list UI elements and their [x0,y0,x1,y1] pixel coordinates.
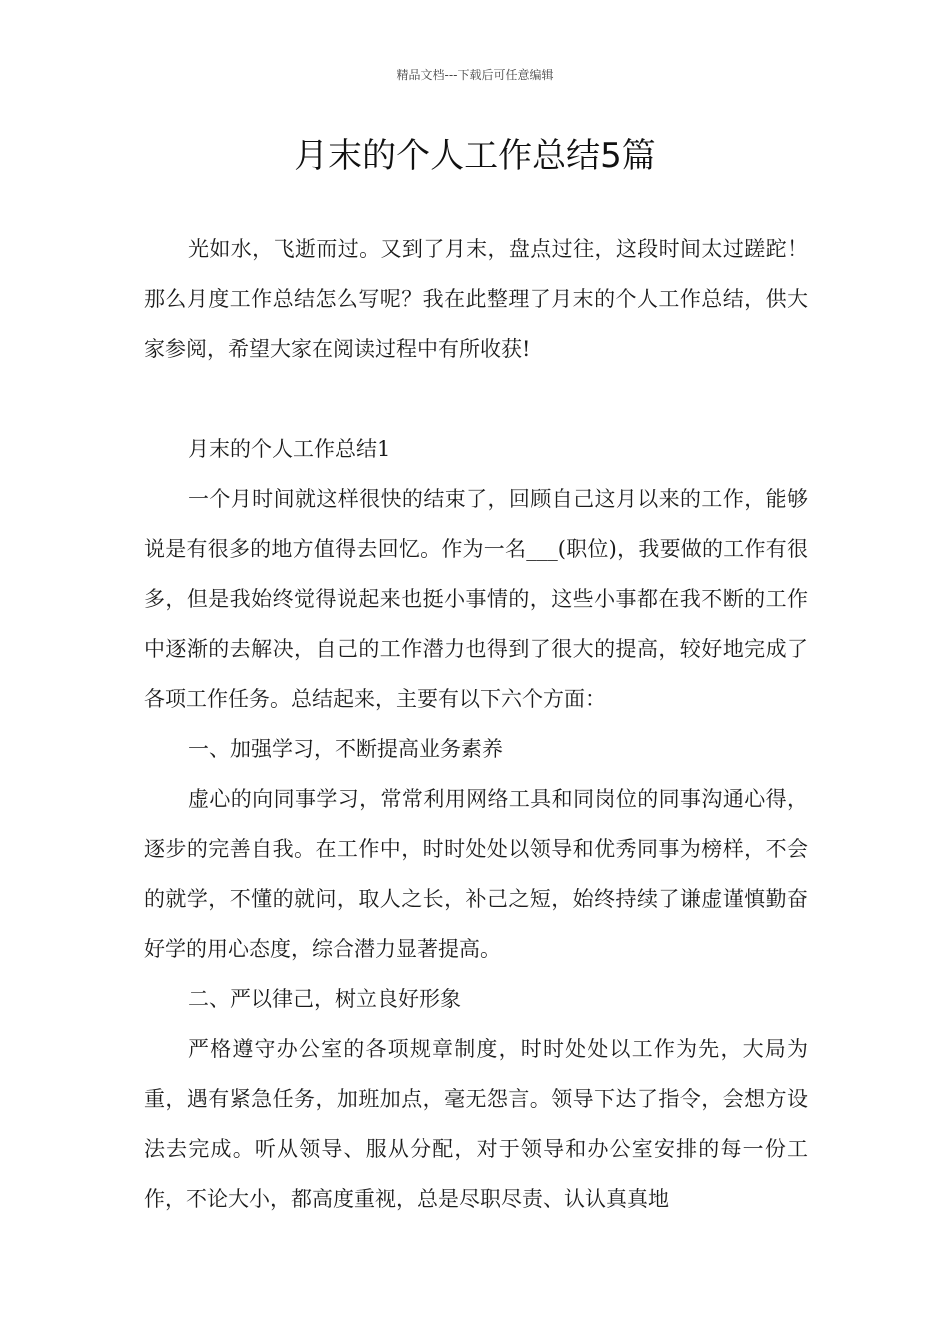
document-title: 月末的个人工作总结5篇 [294,136,656,176]
intro-paragraph: 光如水，飞逝而过。又到了月末，盘点过往，这段时间太过蹉跎！那么月度工作总结怎么写呢？我在此整理了月末的个人工作总结，供大家参阅，希望大家在阅读过程中有所收获! [144,237,808,361]
body-paragraph: 一个月时间就这样很快的结束了，回顾自己这月以来的工作，能够说是有很多的地方值得去回忆。作为一名___(职位)，我要做的工作有很多，但是我始终觉得说起来也挺小事情的，这些小事都在我不断的工作中逐渐的去解决，自己的工作潜力也得到了很大的提高，较好地完成了各项工作任务。总结起来，主要有以下六个方面： [144,487,808,711]
header-note: 精品文档---下载后可任意编辑 [396,68,554,82]
subsection-heading: 二、严以律己，树立良好形象 [188,987,461,1011]
body-paragraph: 虚心的向同事学习，常常利用网络工具和同岗位的同事沟通心得，逐步的完善自我。在工作中，时时处处以领导和优秀同事为榜样，不会的就学，不懂的就问，取人之长，补己之短，始终持续了谦虚谨慎勤奋好学的用心态度，综合潜力显著提高。 [144,787,808,961]
section-title: 月末的个人工作总结1 [188,437,391,461]
body-paragraph: 严格遵守办公室的各项规章制度，时时处处以工作为先，大局为重，遇有紧急任务，加班加点，毫无怨言。领导下达了指令，会想方设法去完成。听从领导、服从分配，对于领导和办公室安排的每一份工作，不论大小，都高度重视，总是尽职尽责、认认真真地 [144,1037,808,1211]
paragraph-spacer [144,374,808,424]
document-body [144,224,808,1224]
subsection-heading: 一、加强学习，不断提高业务素养 [188,737,503,761]
